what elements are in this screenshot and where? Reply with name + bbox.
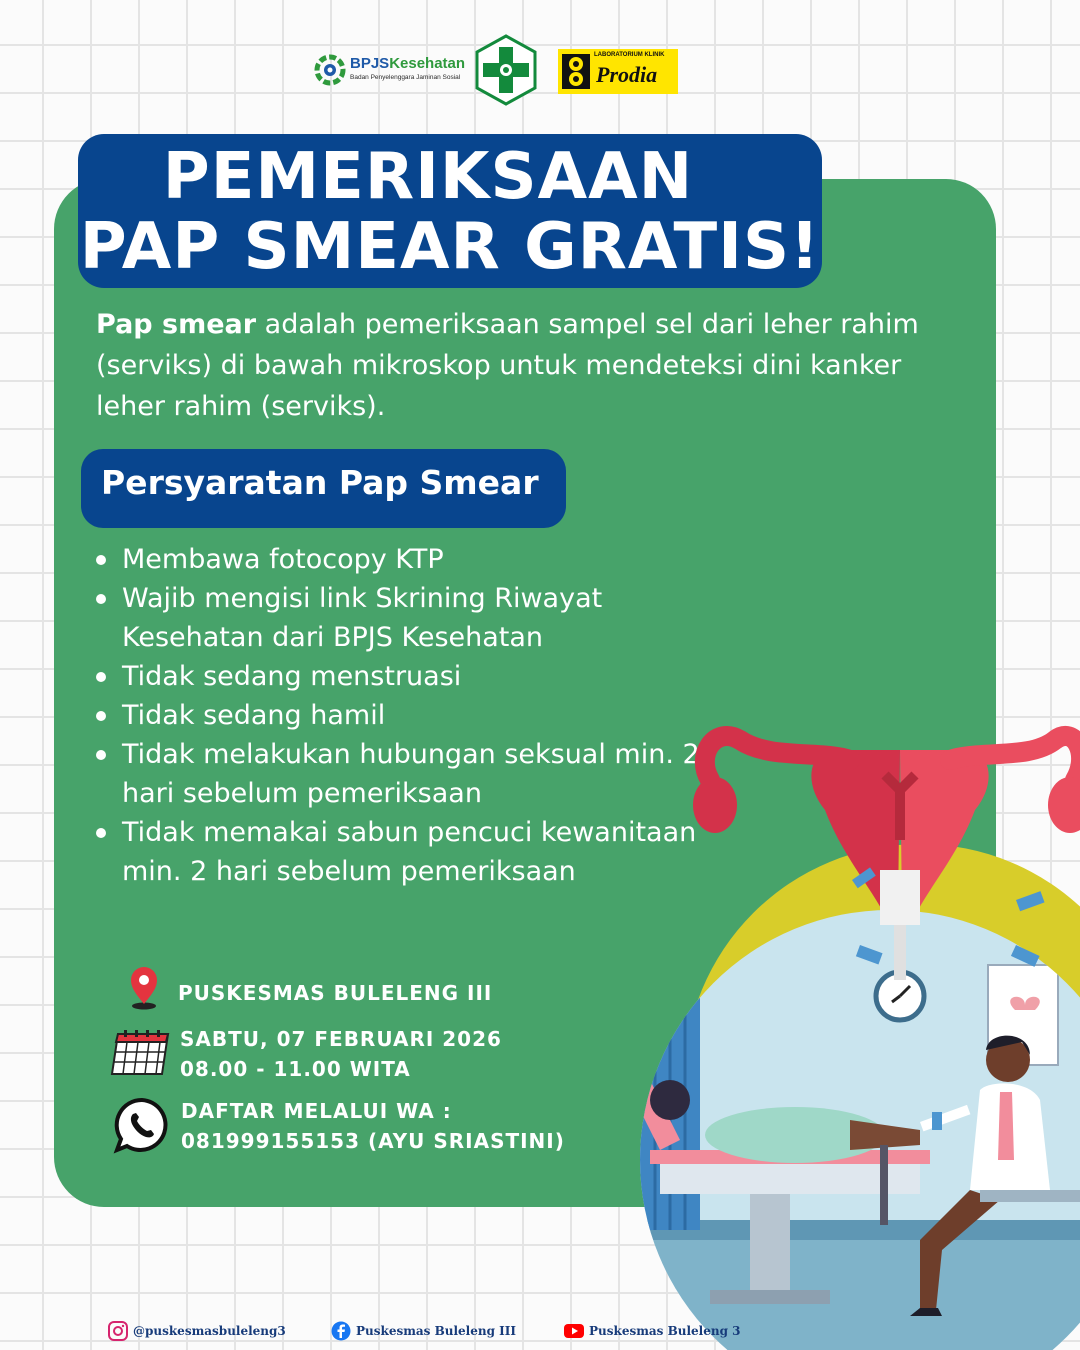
location-pin-icon — [126, 966, 162, 1010]
list-item: Tidak sedang hamil — [92, 696, 732, 735]
youtube-icon — [564, 1323, 584, 1339]
prodia-logo — [558, 49, 678, 94]
facebook-name: Puskesmas Buleleng III — [356, 1324, 517, 1338]
bpjs-logo-icon — [314, 54, 346, 86]
intro-bold: Pap smear — [96, 309, 257, 340]
intro-text: adalah pemeriksaan sampel sel dari leher rahim (serviks) di bawah mikroskop untuk mendeteksi dini kanker leher rahim (serviks). — [96, 309, 919, 422]
bpjs-logo — [314, 52, 466, 88]
title-banner — [78, 134, 822, 288]
title-line-2: PAP SMEAR GRATIS! — [79, 210, 821, 284]
registration-info — [181, 1096, 565, 1156]
list-item: Membawa fotocopy KTP — [92, 540, 732, 579]
calendar-icon — [110, 1028, 170, 1076]
instagram-handle: @puskesmasbuleleng3 — [133, 1324, 286, 1338]
bpjs-logo-text: BPJSKesehatan — [350, 55, 466, 72]
requirements-header — [81, 449, 566, 528]
prodia-logo-icon — [562, 54, 590, 89]
event-time: 08.00 - 11.00 WITA — [180, 1057, 411, 1081]
list-item: Tidak melakukan hubungan seksual min. 2 hari sebelum pemeriksaan — [92, 735, 732, 813]
facebook-icon — [331, 1321, 351, 1341]
pap-smear-illustration — [620, 720, 1080, 1350]
list-item: Tidak memakai sabun pencuci kewanitaan min. 2 hari sebelum pemeriksaan — [92, 813, 732, 891]
instagram-icon — [108, 1321, 128, 1341]
bpjs-logo-subtitle: Badan Penyelenggara Jaminan Sosial — [350, 74, 461, 81]
social-instagram[interactable] — [108, 1320, 286, 1342]
title-line-1: PEMERIKSAAN — [162, 140, 694, 214]
event-location: PUSKESMAS BULELENG III — [178, 981, 493, 1005]
exam-room — [620, 900, 1080, 1350]
register-contact[interactable]: 081999155153 (AYU SRIASTINI) — [181, 1129, 565, 1153]
social-facebook[interactable] — [331, 1320, 516, 1342]
list-item: Tidak sedang menstruasi — [92, 657, 732, 696]
list-item: Wajib mengisi link Skrining Riwayat Kesehatan dari BPJS Kesehatan — [92, 579, 732, 657]
whatsapp-icon — [113, 1096, 171, 1154]
event-date: SABTU, 07 FEBRUARI 2026 — [180, 1027, 502, 1051]
social-youtube[interactable] — [564, 1320, 741, 1342]
event-datetime — [180, 1024, 502, 1084]
youtube-name: Puskesmas Buleleng 3 — [589, 1324, 741, 1338]
prodia-name: Prodia — [596, 62, 658, 87]
prodia-subtitle: LABORATORIUM KLINIK — [594, 52, 665, 58]
register-label: DAFTAR MELALUI WA : — [181, 1099, 452, 1123]
intro-paragraph — [96, 304, 956, 427]
requirements-title: Persyaratan Pap Smear — [101, 463, 539, 502]
puskesmas-logo-icon — [474, 34, 538, 106]
